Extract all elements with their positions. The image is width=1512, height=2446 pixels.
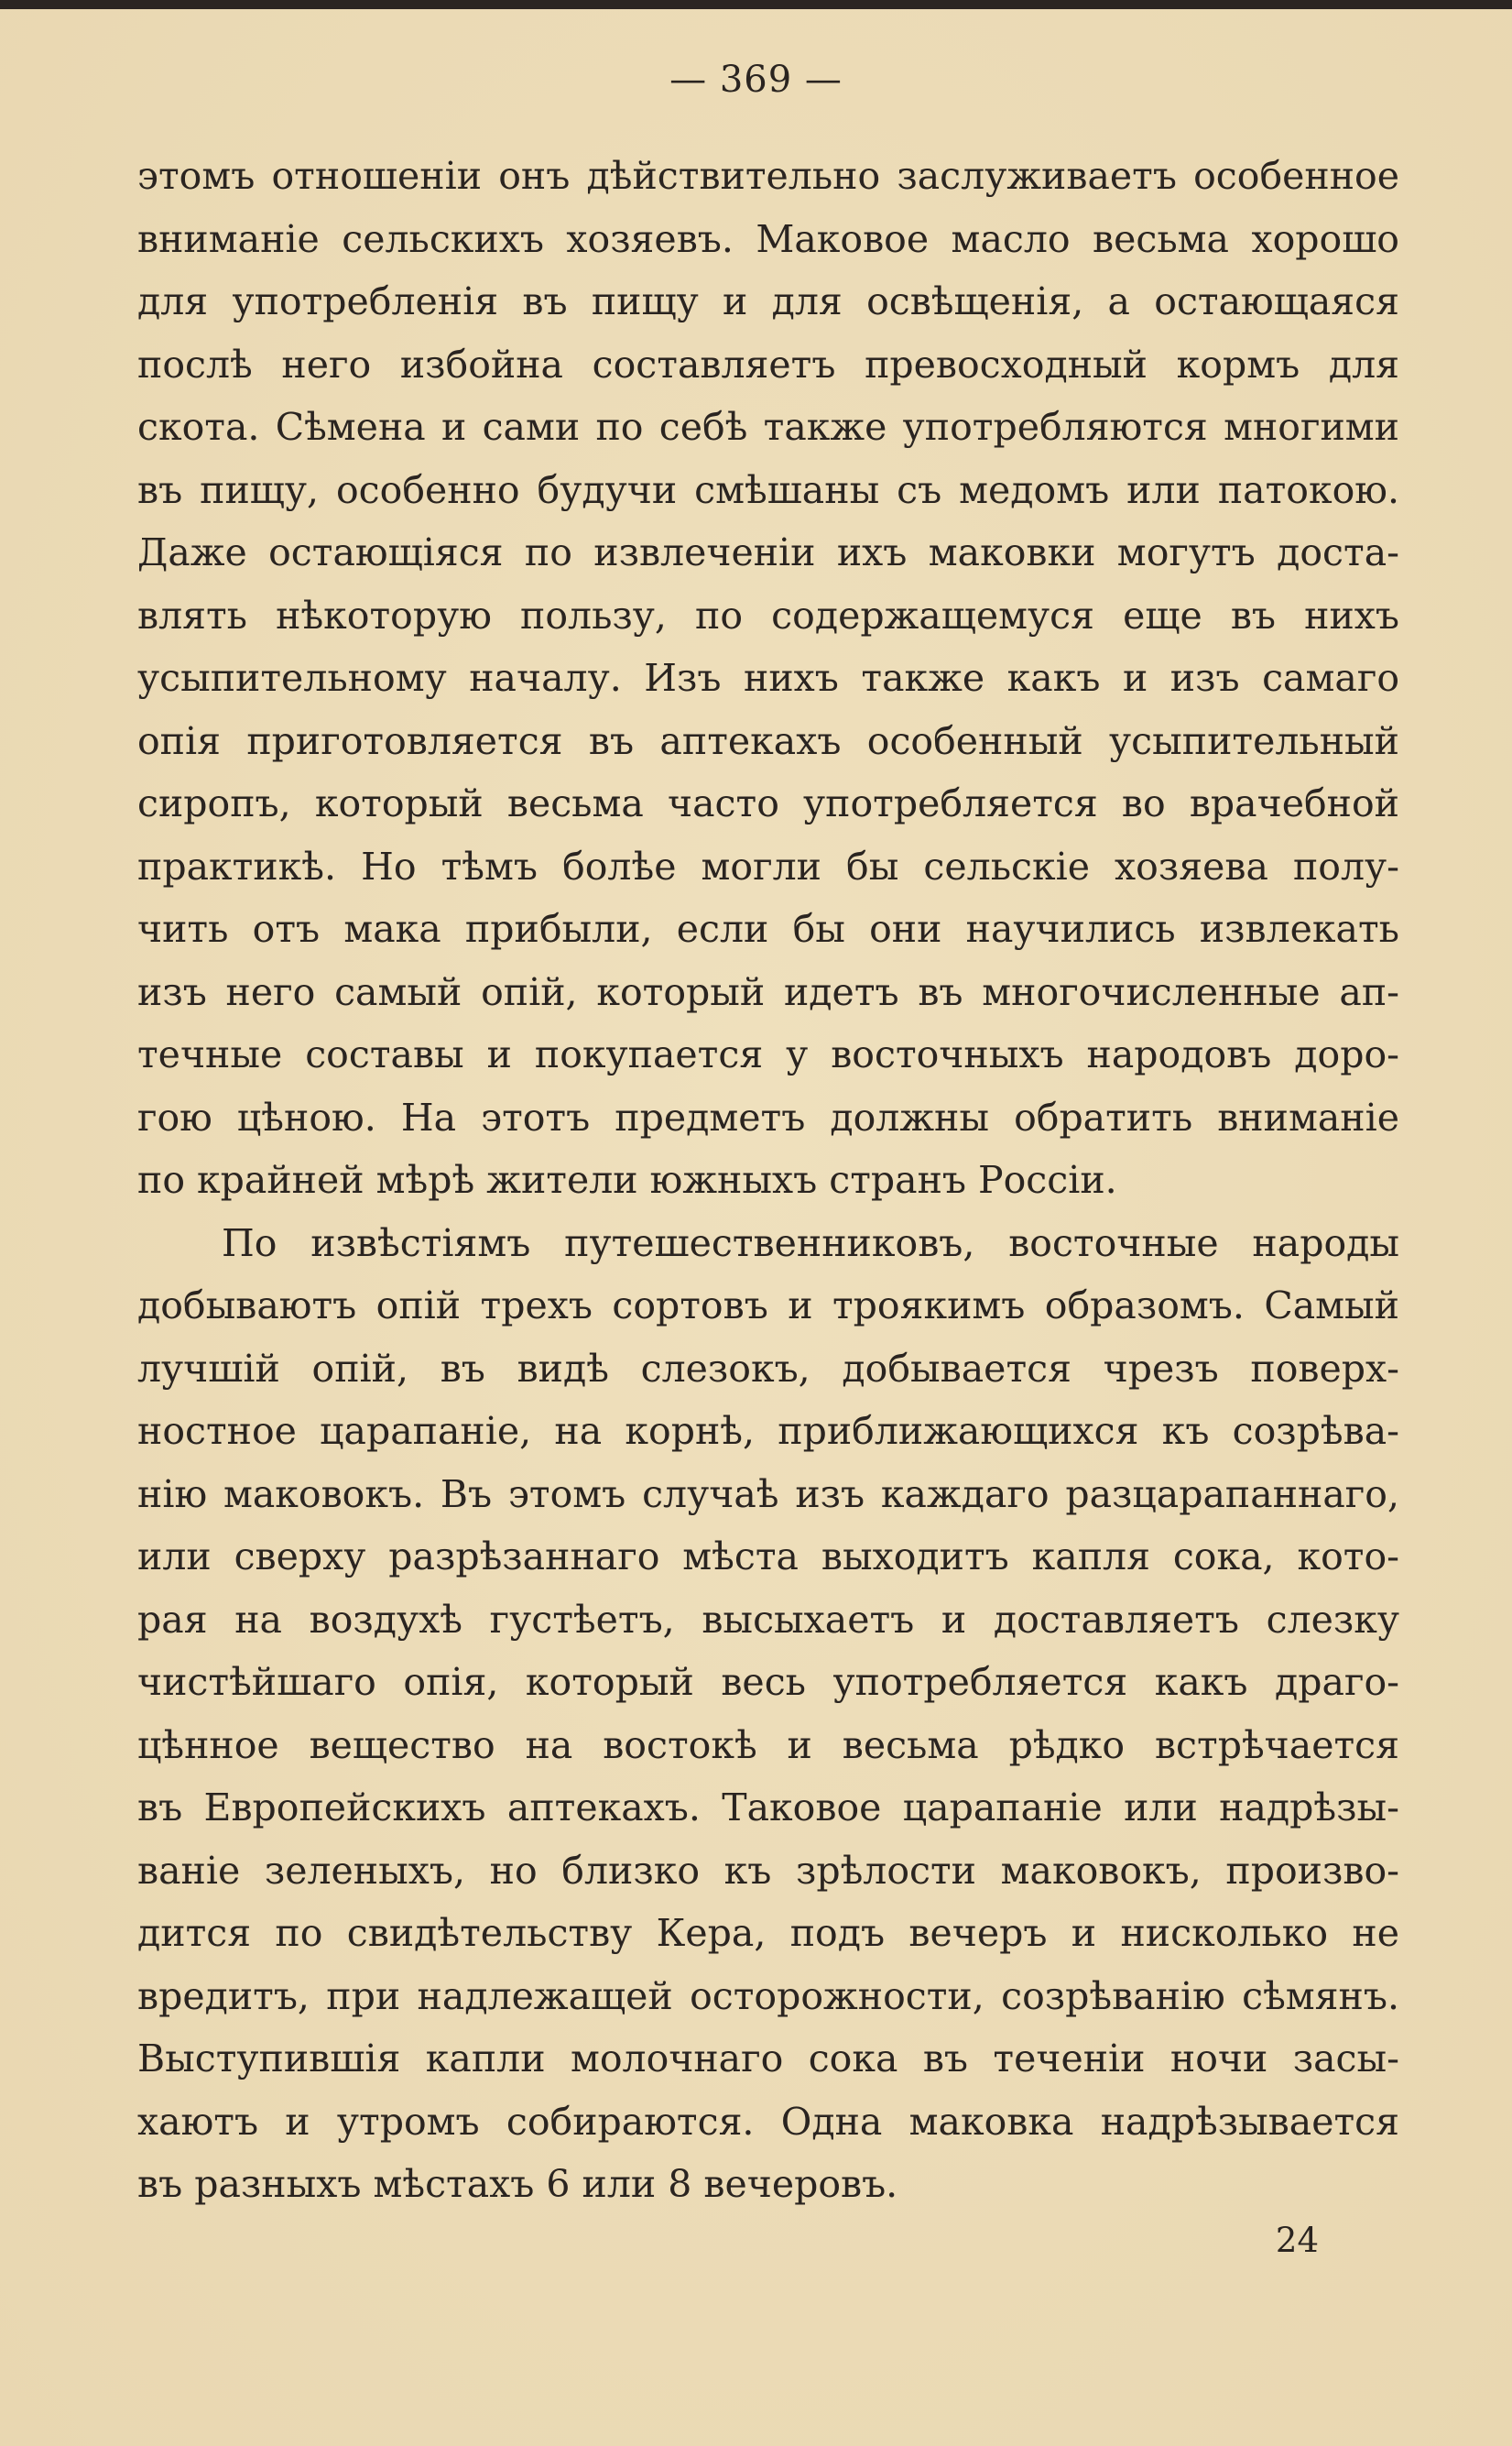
text-line: ностное царапаніе, на корнѣ, приближающихся къ созрѣва- [137, 1409, 1399, 1453]
text-line: въ Европейскихъ аптекахъ. Таковое царапаніе или надрѣзы- [137, 1785, 1399, 1829]
text-line: дится по свидѣтельству Кера, подъ вечеръ и нисколько не [137, 1911, 1399, 1955]
text-line: нію маковокъ. Въ этомъ случаѣ изъ каждаго разцарапаннаго, [137, 1471, 1399, 1516]
text-line: чистѣйшаго опія, который весь употребляется какъ драго- [137, 1660, 1399, 1704]
text-line: по крайней мѣрѣ жители южныхъ странъ Россіи. [137, 1158, 1117, 1202]
text-line: хаютъ и утромъ собираются. Одна маковка надрѣзывается [137, 2099, 1399, 2144]
top-border [0, 0, 1512, 9]
signature-mark: 24 [1275, 2221, 1319, 2260]
text-line: влять нѣкоторую пользу, по содержащемуся еще въ нихъ [137, 593, 1399, 638]
text-line: практикѣ. Но тѣмъ болѣе могли бы сельскіе хозяева полу- [137, 844, 1399, 889]
body-text [137, 145, 1399, 2216]
text-line: въ разныхъ мѣстахъ 6 или 8 вечеровъ. [137, 2162, 898, 2206]
text-line: рая на воздухѣ густѣетъ, высыхаетъ и доставляетъ слезку [137, 1597, 1399, 1642]
text-line: этомъ отношеніи онъ дѣйствительно заслуживаетъ особенное [137, 154, 1399, 198]
text-line: ваніе зеленыхъ, но близко къ зрѣлости маковокъ, произво- [137, 1848, 1399, 1893]
text-line: или сверху разрѣзаннаго мѣста выходитъ капля сока, кото- [137, 1534, 1399, 1578]
text-line: для употребленія въ пищу и для освѣщенія, а остающаяся [137, 279, 1399, 323]
text-line: цѣнное вещество на востокѣ и весьма рѣдко встрѣчается [137, 1722, 1399, 1767]
text-line: усыпительному началу. Изъ нихъ также какъ и изъ самаго [137, 656, 1399, 700]
page-number: — 369 — [669, 59, 843, 101]
text-line: вредитъ, при надлежащей осторожности, созрѣванію сѣмянъ. [137, 1973, 1399, 2018]
text-line: въ пищу, особенно будучи смѣшаны съ медомъ или патокою. [137, 467, 1399, 512]
text-line: послѣ него избойна составляетъ превосходный кормъ для [137, 342, 1399, 387]
text-line: гою цѣною. На этотъ предметъ должны обратить вниманіе [137, 1095, 1399, 1140]
text-line: течные составы и покупается у восточныхъ народовъ доро- [137, 1032, 1399, 1076]
text-line: сиропъ, который весьма часто употребляется во врачебной [137, 781, 1399, 825]
text-line: изъ него самый опій, который идетъ въ многочисленные ап- [137, 969, 1399, 1014]
text-line: лучшій опій, въ видѣ слезокъ, добывается чрезъ поверх- [137, 1346, 1399, 1391]
text-line: Выступившія капли молочнаго сока въ теченіи ночи засы- [137, 2037, 1399, 2080]
text-line: чить отъ мака прибыли, если бы они научились извлекать [137, 907, 1399, 951]
text-line: Даже остающіяся по извлеченіи ихъ маковки могутъ доста- [137, 530, 1399, 574]
text-line: опія приготовляется въ аптекахъ особенный усыпительный [137, 718, 1399, 763]
text-line: добываютъ опій трехъ сортовъ и троякимъ образомъ. Самый [137, 1283, 1399, 1327]
text-line: скота. Сѣмена и сами по себѣ также употребляются многими [137, 405, 1399, 449]
text-line: По извѣстіямъ путешественниковъ, восточные народы [222, 1220, 1399, 1265]
text-line: вниманіе сельскихъ хозяевъ. Маковое масло весьма хорошо [137, 216, 1399, 261]
